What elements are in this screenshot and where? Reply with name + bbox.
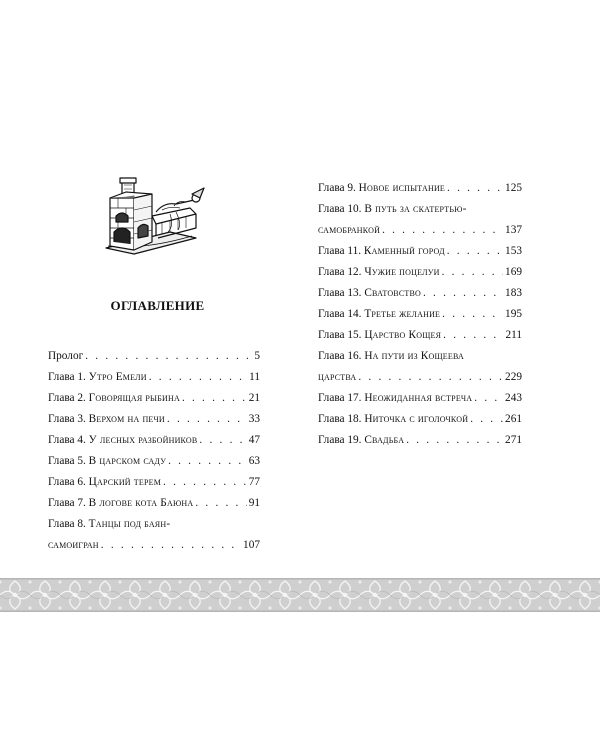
toc-entry-chapter-2[interactable] [48, 388, 260, 409]
dot-leader [101, 535, 241, 556]
page-number: 183 [505, 287, 522, 299]
dot-leader [168, 451, 247, 472]
entry-label: Глава 2. [48, 392, 86, 404]
chapter-title: Верхом на печи [88, 413, 165, 425]
entry-label: Глава 7. [48, 497, 86, 509]
chapter-title-continued: самоигран [48, 539, 99, 551]
dot-leader [195, 493, 246, 514]
page-title: ОГЛАВЛЕНИЕ [110, 298, 205, 313]
page-number: 243 [505, 392, 522, 404]
toc-entry-chapter-18[interactable] [318, 409, 522, 430]
chapter-title: Утро Емели [88, 371, 147, 383]
chapter-title: Сватовство [364, 287, 421, 299]
page-number: 137 [505, 224, 522, 236]
entry-label: Глава 14. [318, 308, 362, 320]
toc-entry-chapter-9[interactable] [318, 178, 522, 199]
page-number: 195 [505, 308, 522, 320]
chapter-title: Свадьба [364, 434, 405, 446]
chapter-title: Новое испытание [358, 182, 446, 194]
toc-entry-chapter-6[interactable] [48, 472, 260, 493]
entry-label: Глава 17. [318, 392, 362, 404]
entry-label: Глава 4. [48, 434, 86, 446]
toc-entry-chapter-12[interactable] [318, 262, 522, 283]
chapter-title: Царский терем [88, 476, 162, 488]
page-number: 11 [249, 371, 260, 383]
chapter-title: Чужие поцелуи [364, 266, 440, 278]
page-number: 21 [248, 392, 260, 404]
dot-leader [442, 262, 503, 283]
toc-entry-chapter-5[interactable] [48, 451, 260, 472]
toc-entry-chapter-1[interactable] [48, 367, 260, 388]
dot-leader [167, 409, 247, 430]
chapter-title-continued: самобранкой [318, 224, 381, 236]
entry-label: Глава 19. [318, 434, 362, 446]
page-number: 33 [248, 413, 260, 425]
page-number: 91 [248, 497, 260, 509]
chapter-title: Неожиданная встреча [364, 392, 473, 404]
toc-entry-chapter-10[interactable] [318, 199, 522, 241]
chapter-title: Третье желание [364, 308, 441, 320]
entry-label: Глава 11. [318, 245, 362, 257]
entry-label: Глава 5. [48, 455, 86, 467]
entry-label: Глава 3. [48, 413, 86, 425]
page-number: 63 [248, 455, 260, 467]
chapter-title: Ниточка с иголочкой [364, 413, 469, 425]
chapter-title: В путь за скатертью- [364, 203, 467, 215]
entry-label: Глава 9. [318, 182, 356, 194]
toc-entry-chapter-14[interactable] [318, 304, 522, 325]
chapter-title-continued: царства [318, 371, 357, 383]
chapter-title: Говорящая рыбина [88, 392, 180, 404]
page-number: 5 [254, 350, 260, 362]
chapter-title: Царство Кощея [364, 329, 442, 341]
page-number: 169 [505, 266, 522, 278]
entry-label: Глава 13. [318, 287, 362, 299]
chapter-title: В царском саду [88, 455, 167, 467]
page-number: 261 [505, 413, 522, 425]
page-number: 211 [505, 329, 522, 341]
toc-entry-prologue[interactable] [48, 346, 260, 367]
toc-entry-chapter-17[interactable] [318, 388, 522, 409]
ornament-band-icon [0, 578, 600, 612]
dot-leader [199, 430, 246, 451]
page-number: 229 [505, 371, 522, 383]
entry-label: Глава 15. [318, 329, 362, 341]
toc-entry-chapter-3[interactable] [48, 409, 260, 430]
toc-entry-chapter-11[interactable] [318, 241, 522, 262]
entry-label: Глава 12. [318, 266, 362, 278]
dot-leader [382, 220, 503, 241]
dot-leader [406, 430, 503, 451]
toc-entry-chapter-4[interactable] [48, 430, 260, 451]
dot-leader [85, 346, 252, 367]
chapter-title: У лесных разбойников [88, 434, 198, 446]
chapter-title: В логове кота Баюна [88, 497, 194, 509]
page-number: 153 [505, 245, 522, 257]
toc-entry-chapter-8[interactable] [48, 514, 260, 556]
page-number: 271 [505, 434, 522, 446]
page-number: 107 [243, 539, 260, 551]
dot-leader [182, 388, 247, 409]
dot-leader [163, 472, 247, 493]
entry-label: Глава 1. [48, 371, 86, 383]
dot-leader [474, 388, 503, 409]
toc-right-column [318, 178, 522, 451]
stove-illustration-icon [104, 176, 208, 256]
entry-label: Глава 8. [48, 518, 86, 530]
dot-leader [470, 409, 503, 430]
toc-entry-chapter-15[interactable] [318, 325, 522, 346]
dot-leader [442, 304, 503, 325]
toc-entry-chapter-7[interactable] [48, 493, 260, 514]
chapter-title: Каменный город [363, 245, 445, 257]
page-number: 77 [248, 476, 260, 488]
chapter-title: На пути из Кощеева [364, 350, 464, 362]
page-number: 125 [505, 182, 522, 194]
entry-label: Глава 18. [318, 413, 362, 425]
toc-entry-chapter-13[interactable] [318, 283, 522, 304]
chapter-title: Танцы под баян- [88, 518, 171, 530]
toc-left-column [48, 346, 260, 556]
dot-leader [423, 283, 503, 304]
dot-leader [443, 325, 503, 346]
entry-label: Глава 10. [318, 203, 362, 215]
dot-leader [447, 241, 503, 262]
entry-label: Пролог [48, 350, 84, 362]
toc-entry-chapter-16[interactable] [318, 346, 522, 388]
entry-label: Глава 6. [48, 476, 86, 488]
toc-entry-chapter-19[interactable] [318, 430, 522, 451]
dot-leader [149, 367, 247, 388]
page-number: 47 [248, 434, 260, 446]
dot-leader [447, 178, 503, 199]
entry-label: Глава 16. [318, 350, 362, 362]
dot-leader [358, 367, 503, 388]
